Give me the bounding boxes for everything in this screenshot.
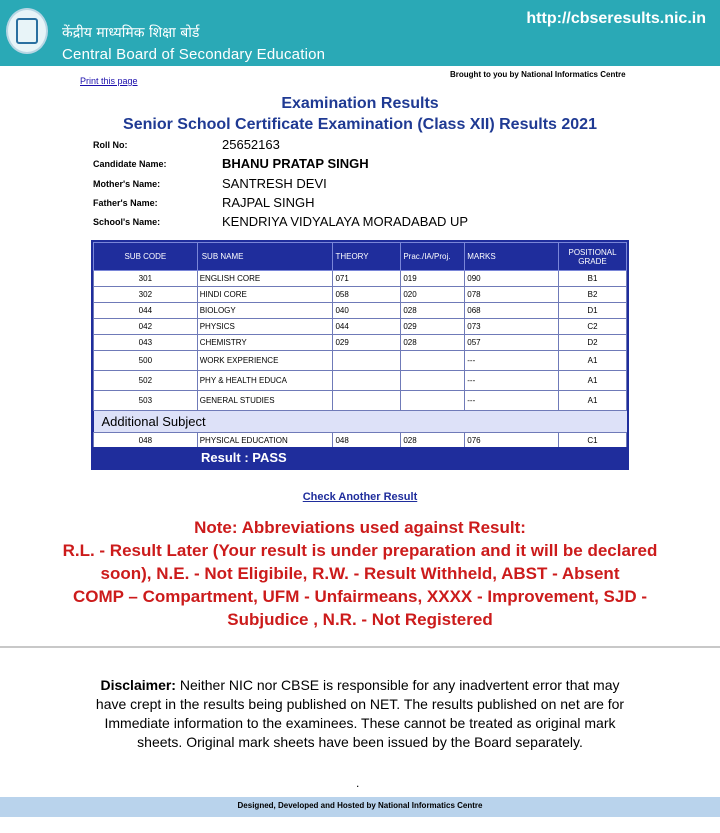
practical-cell: 028: [401, 433, 465, 449]
practical-cell: 029: [401, 319, 465, 335]
theory-cell: 071: [333, 271, 401, 287]
additional-subject-label: Additional Subject: [94, 411, 627, 433]
sub-code-cell: 301: [94, 271, 198, 287]
practical-cell: 020: [401, 287, 465, 303]
col-header-sub-code: SUB CODE: [94, 243, 198, 271]
note-line: Note: Abbreviations used against Result:: [194, 518, 526, 537]
abbreviations-note: [0, 516, 720, 631]
practical-cell: [401, 391, 465, 411]
marks-cell: 078: [465, 287, 559, 303]
roll-no-label: Roll No:: [93, 140, 128, 150]
col-header-sub-name: SUB NAME: [197, 243, 333, 271]
theory-cell: 029: [333, 335, 401, 351]
table-row: [94, 271, 627, 287]
grade-cell: C2: [559, 319, 627, 335]
note-line: R.L. - Result Later (Your result is under preparation and it will be declared: [62, 541, 658, 560]
note-line: Subjudice , N.R. - Not Registered: [227, 610, 493, 629]
theory-cell: 040: [333, 303, 401, 319]
marks-cell: ---: [465, 351, 559, 371]
note-line: COMP – Compartment, UFM - Unfairmeans, XXXX - Improvement, SJD -: [72, 587, 647, 606]
check-another-result-link[interactable]: Check Another Result: [302, 491, 418, 503]
sub-code-cell: 500: [94, 351, 198, 371]
grade-cell: C1: [559, 433, 627, 449]
grade-cell: A1: [559, 371, 627, 391]
table-row: [94, 351, 627, 371]
sub-code-cell: 044: [94, 303, 198, 319]
table-row: [94, 335, 627, 351]
results-table-container: [91, 240, 629, 470]
theory-cell: 048: [333, 433, 401, 449]
marks-cell: 076: [465, 433, 559, 449]
col-header-theory: THEORY: [333, 243, 401, 271]
mother-name-label: Mother's Name:: [93, 179, 161, 189]
disclaimer-label: Disclaimer:: [100, 677, 176, 693]
divider: [0, 646, 720, 648]
mother-name-value: SANTRESH DEVI: [222, 176, 327, 191]
sub-name-cell: HINDI CORE: [197, 287, 333, 303]
disclaimer-text: Neither NIC nor CBSE is responsible for any inadvertent error that may have crept in the results being published on NET. The results published on net are for Immediate information to the examinees. These cannot be treated as original mark sheets. Original mark sheets have been issued by the Board separately.: [95, 677, 625, 750]
marks-cell: 057: [465, 335, 559, 351]
school-name-label: School's Name:: [93, 217, 161, 227]
sub-name-cell: PHYSICAL EDUCATION: [197, 433, 333, 449]
roll-no-value: 25652163: [222, 137, 280, 152]
father-name-label: Father's Name:: [93, 198, 158, 208]
page-title: Examination Results: [281, 95, 439, 112]
grade-cell: B1: [559, 271, 627, 287]
practical-cell: 019: [401, 271, 465, 287]
theory-cell: [333, 391, 401, 411]
practical-cell: [401, 371, 465, 391]
additional-subject-row: [94, 411, 627, 433]
sub-code-cell: 302: [94, 287, 198, 303]
result-row: [93, 447, 627, 468]
sub-name-cell: PHYSICS: [197, 319, 333, 335]
grade-cell: A1: [559, 351, 627, 371]
sub-code-cell: 043: [94, 335, 198, 351]
results-table: [93, 242, 627, 449]
exam-title: Senior School Certificate Examination (Class XII) Results 2021: [123, 116, 597, 133]
grade-cell: A1: [559, 391, 627, 411]
sub-code-cell: 048: [94, 433, 198, 449]
grade-cell: D1: [559, 303, 627, 319]
site-footer: Designed, Developed and Hosted by National Informatics Centre: [0, 797, 720, 817]
sub-code-cell: 042: [94, 319, 198, 335]
candidate-name-label: Candidate Name:: [93, 159, 167, 169]
sub-code-cell: 502: [94, 371, 198, 391]
table-row: [94, 391, 627, 411]
table-row: [94, 303, 627, 319]
print-page-link[interactable]: Print this page: [80, 76, 138, 86]
sub-name-cell: BIOLOGY: [197, 303, 333, 319]
grade-cell: B2: [559, 287, 627, 303]
table-row: [94, 287, 627, 303]
col-header-marks: MARKS: [465, 243, 559, 271]
father-name-value: RAJPAL SINGH: [222, 195, 315, 210]
sub-code-cell: 503: [94, 391, 198, 411]
disclaimer: [88, 676, 632, 752]
separator-dot: .: [356, 776, 360, 790]
theory-cell: [333, 351, 401, 371]
result-status: Result : PASS: [201, 450, 287, 465]
school-name-value: KENDRIYA VIDYALAYA MORADABAD UP: [222, 214, 469, 229]
cbse-emblem-icon: [6, 8, 48, 54]
practical-cell: 028: [401, 335, 465, 351]
brought-by-text: Brought to you by National Informatics Centre: [450, 70, 626, 79]
table-header-row: [94, 243, 627, 271]
sub-name-cell: ENGLISH CORE: [197, 271, 333, 287]
board-name-english: Central Board of Secondary Education: [62, 46, 326, 63]
col-header-grade: POSITIONAL GRADE: [559, 243, 627, 271]
marks-cell: 068: [465, 303, 559, 319]
marks-cell: 073: [465, 319, 559, 335]
candidate-name-value: BHANU PRATAP SINGH: [222, 156, 369, 171]
marks-cell: 090: [465, 271, 559, 287]
practical-cell: [401, 351, 465, 371]
sub-name-cell: GENERAL STUDIES: [197, 391, 333, 411]
theory-cell: [333, 371, 401, 391]
site-header: [0, 0, 720, 66]
theory-cell: 044: [333, 319, 401, 335]
table-row: [94, 319, 627, 335]
site-url[interactable]: http://cbseresults.nic.in: [526, 10, 706, 27]
sub-name-cell: CHEMISTRY: [197, 335, 333, 351]
sub-name-cell: PHY & HEALTH EDUCA: [197, 371, 333, 391]
marks-cell: ---: [465, 391, 559, 411]
grade-cell: D2: [559, 335, 627, 351]
marks-cell: ---: [465, 371, 559, 391]
col-header-practical: Prac./IA/Proj.: [401, 243, 465, 271]
sub-name-cell: WORK EXPERIENCE: [197, 351, 333, 371]
board-name-hindi: केंद्रीय माध्यमिक शिक्षा बोर्ड: [62, 25, 200, 41]
note-line: soon), N.E. - Not Eligibile, R.W. - Result Withheld, ABST - Absent: [100, 564, 620, 583]
theory-cell: 058: [333, 287, 401, 303]
table-row: [94, 371, 627, 391]
practical-cell: 028: [401, 303, 465, 319]
